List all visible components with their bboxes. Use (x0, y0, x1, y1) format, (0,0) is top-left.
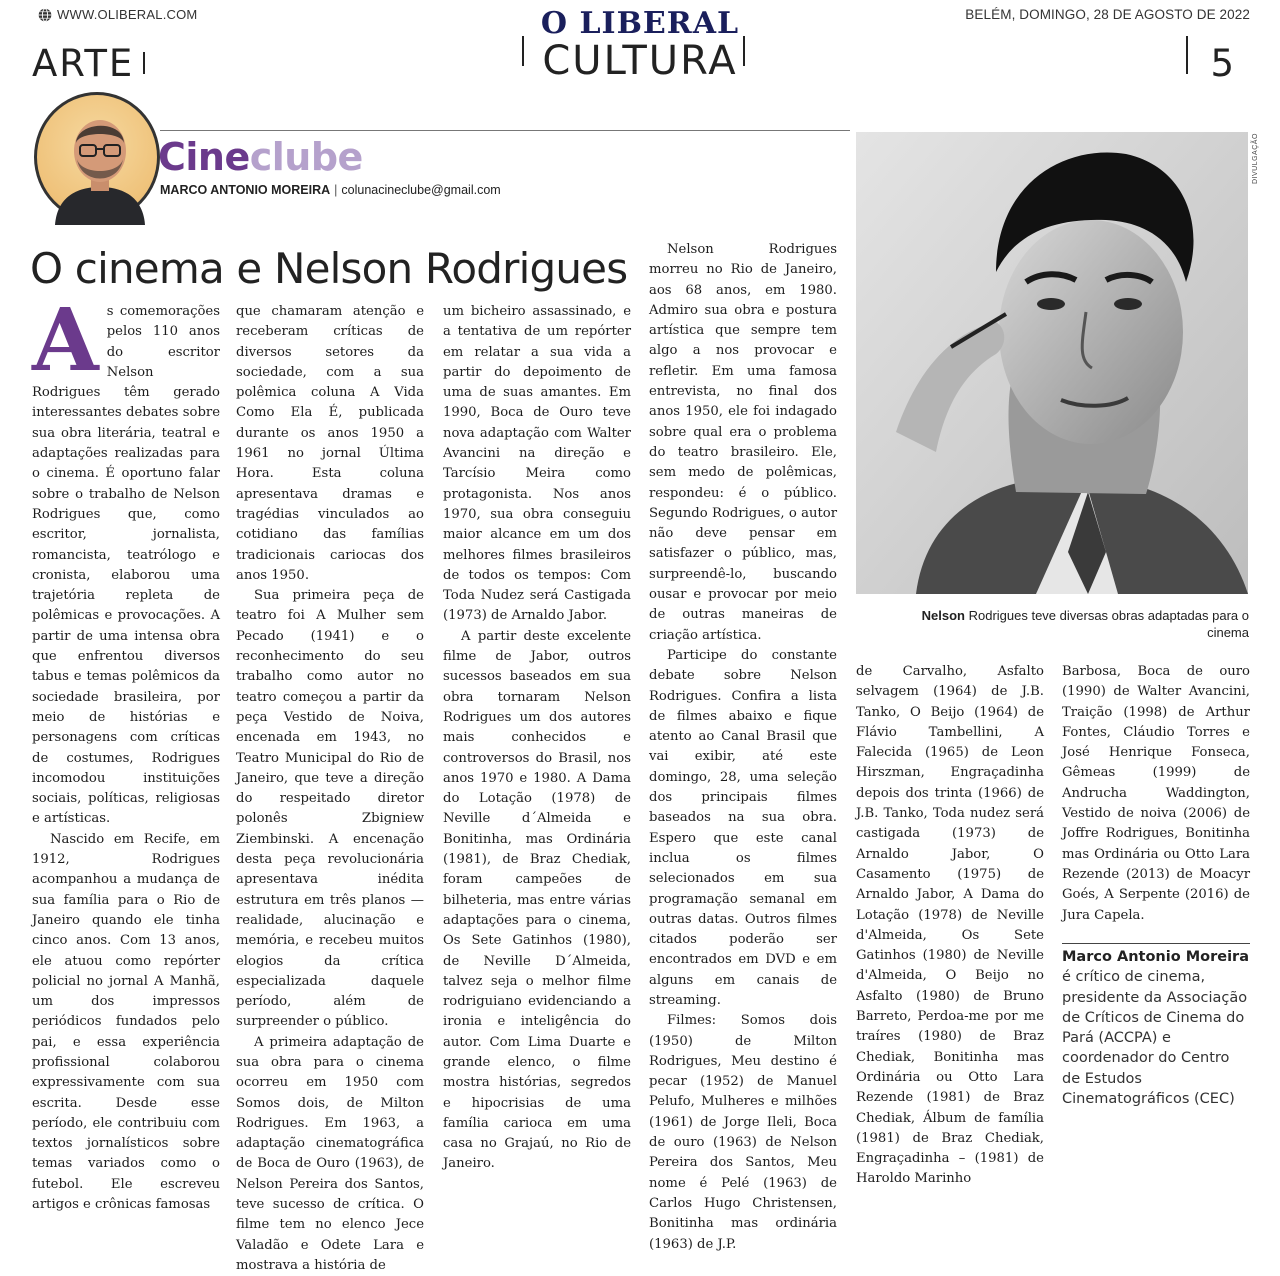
article-column-2 (236, 302, 424, 1276)
paragraph: um bicheiro assassinado, e a tentativa de um repórter em relatar a sua vida a partir do depoimento de uma de suas amantes. Em 1990, Boca de Ouro teve nova adaptação com Walter Avancini na direção e Tarcísio Meira como protagonista. Nos anos 1970, sua obra conseguiu maior alcance em um dos melhores filmes brasileiros de todos os tempos: Com Toda Nudez será Castigada (1973) de Arnaldo Jabor. (443, 304, 631, 624)
paragraph: Filmes: Somos dois (1950) de Milton Rodrigues, Meu destino é pecar (1952) de Manuel Pelufo, Mulheres e milhões (1961) de Jorge Ileli, Boca de ouro (1963) de Nelson Pereira dos Santos, Meu nome é Pelé (1963) de Carlos Hugo Christensen, Bonitinha mas ordinária (1963) de J.P. (649, 1013, 837, 1252)
section-title-cultura: CULTURA (542, 38, 738, 84)
column-name-part1: Cine (158, 135, 250, 179)
article-column-5 (856, 662, 1044, 1190)
photo-credit: DIVULGAÇÃO (1252, 133, 1259, 184)
paragraph: Nascido em Recife, em 1912, Rodrigues acompanhou a mudança de sua família para o Rio de Janeiro quando ele tinha cinco anos. Com 13 anos, ele atuou como repórter policial no jornal A Manhã, um dos impressos periódicos fundados pelo pai, e essa experiência profissional colaborou expressivamente com sua escrita. Desde esse período, ele contribuiu com textos jornalísticos sobre temas variados como o futebol. Ele escreveu artigos e crônicas famosas (32, 831, 220, 1213)
column-name (158, 135, 363, 179)
column-header-rule (160, 130, 850, 131)
edition-date: BELÉM, DOMINGO, 28 DE AGOSTO DE 2022 (965, 7, 1250, 22)
divider (743, 36, 745, 66)
page-number: 5 (1210, 42, 1234, 85)
caption-bold: Nelson (921, 608, 965, 623)
column-name-part2: clube (249, 135, 363, 179)
drop-cap: A (32, 290, 99, 391)
paragraph: As comemorações pelos 110 anos do escritor Nelson Rodrigues têm gerado interessantes debates sobre sua obra literária, teatral e adaptações realizadas para o cinema. É oportuno falar sobre o trabalho de Nelson Rodrigues que, como escritor, jornalista, romancista, teatrólogo e cronista, elaborou uma trajetória repleta de polêmicas e provocações. A partir de uma intensa obra que enfrentou diversos tabus e temas polêmicos da sociedade brasileira, por meio de histórias e personagens com críticas de costumes, Rodrigues incomodou instituições sociais, políticas, religiosas e artísticas. (32, 290, 220, 827)
paragraph: Sua primeira peça de teatro foi A Mulher sem Pecado (1941) e o reconhecimento do seu trabalho como autor no teatro começou a partir da peça Vestido de Noiva, encenada em 1943, no Teatro Municipal do Rio de Janeiro, que teve a direção do respeitado diretor polonês Zbigniew Ziembinski. A encenação desta peça revolucionária apresentava inédita estrutura em três planos — realidade, alucinação e memória, e recebeu muitos elogios da crítica especializada daquele período, além de surpreender o público. (236, 588, 424, 1030)
byline-author: MARCO ANTONIO MOREIRA (160, 183, 331, 197)
article-column-3 (443, 302, 631, 1175)
bio-name: Marco Antonio Moreira (1062, 949, 1249, 965)
author-avatar (34, 92, 160, 222)
newspaper-masthead: O LIBERAL (540, 6, 740, 41)
photo-caption (889, 607, 1249, 641)
paragraph: Participe do constante debate sobre Nelson Rodrigues. Confira a lista de filmes abaixo e fique atento ao Canal Brasil que vai exibir, até este domingo, 28, uma seleção dos principais filmes baseados na sua obra. Espero que este canal inclua os filmes selecionados em sua programação semanal em outras datas. Outros filmes citados poderão ser encontrados em DVD e em alguns em canais de streaming. (649, 647, 837, 1008)
bio-text: é crítico de cinema, presidente da Associação de Críticos de Cinema do Pará (ACCPA) e coordenador do Centro de Estudos Cinematográficos (CEC) (1062, 969, 1248, 1108)
nelson-rodrigues-photo (856, 132, 1248, 594)
bio-rule (1062, 943, 1250, 944)
article-column-6 (1062, 662, 1250, 926)
byline-email[interactable]: colunacineclube@gmail.com (341, 183, 501, 197)
paragraph: que chamaram atenção e receberam críticas de diversos setores da sociedade, com a sua polêmica coluna A Vida Como Ela É, publicada durante os anos 1950 a 1961 no jornal Última Hora. Esta coluna apresentava dramas e tragédias vinculados ao cotidiano das famílias tradicionais cariocas dos anos 1950. (236, 304, 424, 583)
site-url-text: WWW.OLIBERAL.COM (57, 7, 198, 22)
article-column-4 (649, 240, 837, 1255)
caption-text: Rodrigues teve diversas obras adaptadas para o cinema (964, 608, 1249, 640)
divider (1186, 36, 1188, 74)
paragraph: A primeira adaptação de sua obra para o cinema ocorreu em 1950 com Somos dois, de Milton Rodrigues. Em 1963, a adaptação cinematográfica de Boca de Ouro (1963), de Nelson Pereira dos Santos, teve sucesso de crítica. O filme tem no elenco Jece Valadão e Odete Lara e mostrava a história de (236, 1034, 424, 1273)
paragraph: de Carvalho, Asfalto selvagem (1964) de J.B. Tanko, O Beijo (1964) de Flávio Tambellini, A Falecida (1965) de Leon Hirszman, Engraçadinha depois dos trinta (1966) de J.B. Tanko, Toda nudez será castigada (1973) de Arnaldo Jabor, O Casamento (1975) de Arnaldo Jabor, A Dama do Lotação (1978) de Neville d'Almeida, Os Sete Gatinhos (1980) de Neville d'Almeida, O Beijo no Asfalto (1980) de Bruno Barreto, Perdoa-me por me traíres (1980) de Braz Chediak, Bonitinha mas Ordinária ou Otto Lara Rezende (1981) de Braz Chediak, Álbum de família (1981) de Braz Chediak, Engraçadinha – (1981) de Haroldo Marinho (856, 664, 1044, 1187)
article-headline: O cinema e Nelson Rodrigues (30, 244, 628, 293)
article-column-1 (32, 290, 220, 1215)
paragraph: Nelson Rodrigues morreu no Rio de Janeiro, aos 68 anos, em 1980. Admiro sua obra e postura artística que sempre tem algo a nos provocar e refletir. Em uma famosa entrevista, no final dos anos 1950, ele foi indagado sobre qual era o problema do teatro brasileiro. Ele, sem medo de polêmicas, respondeu: é o público. Segundo Rodrigues, o autor não deve pensar em satisfazer o público, mas, surpreendê-lo, buscando ousar e provocar por meio de outras maneiras de criação artística. (649, 242, 837, 643)
section-label-arte: ARTE (32, 42, 135, 85)
paragraph: A partir deste excelente filme de Jabor, outros sucessos baseados em sua obra tornaram Nelson Rodrigues um dos autores mais conhecidos e controversos do Brasil, nos anos 1970 e 1980. A Dama do Lotação (1978) de Neville d´Almeida e Bonitinha, mas Ordinária (1981), de Braz Chediak, foram campeões de bilheteria, mas entre várias adaptações para o cinema, Os Sete Gatinhos (1980), de Neville D´Almeida, talvez seja o melhor filme rodriguiano evidenciando a ironia e inteligência do autor. Com Lima Duarte e grande elenco, o filme mostra histórias, segredos e hipocrisias de uma família carioca em uma casa no Grajaú, no Rio de Janeiro. (443, 628, 631, 1172)
paragraph: Barbosa, Boca de ouro (1990) de Walter Avancini, Traição (1998) de Arthur Fontes, Cláudio Torres e José Henrique Fonseca, Gêmeas (1999) de Andrucha Waddington, Vestido de noiva (2006) de Joffre Rodrigues, Bonitinha mas Ordinária ou Otto Lara Rezende (2013) de Moacyr Goés, A Serpente (2016) de Jura Capela. (1062, 664, 1250, 923)
byline-separator: | (334, 183, 338, 197)
author-bio (1062, 947, 1252, 1109)
column-byline (160, 183, 501, 197)
